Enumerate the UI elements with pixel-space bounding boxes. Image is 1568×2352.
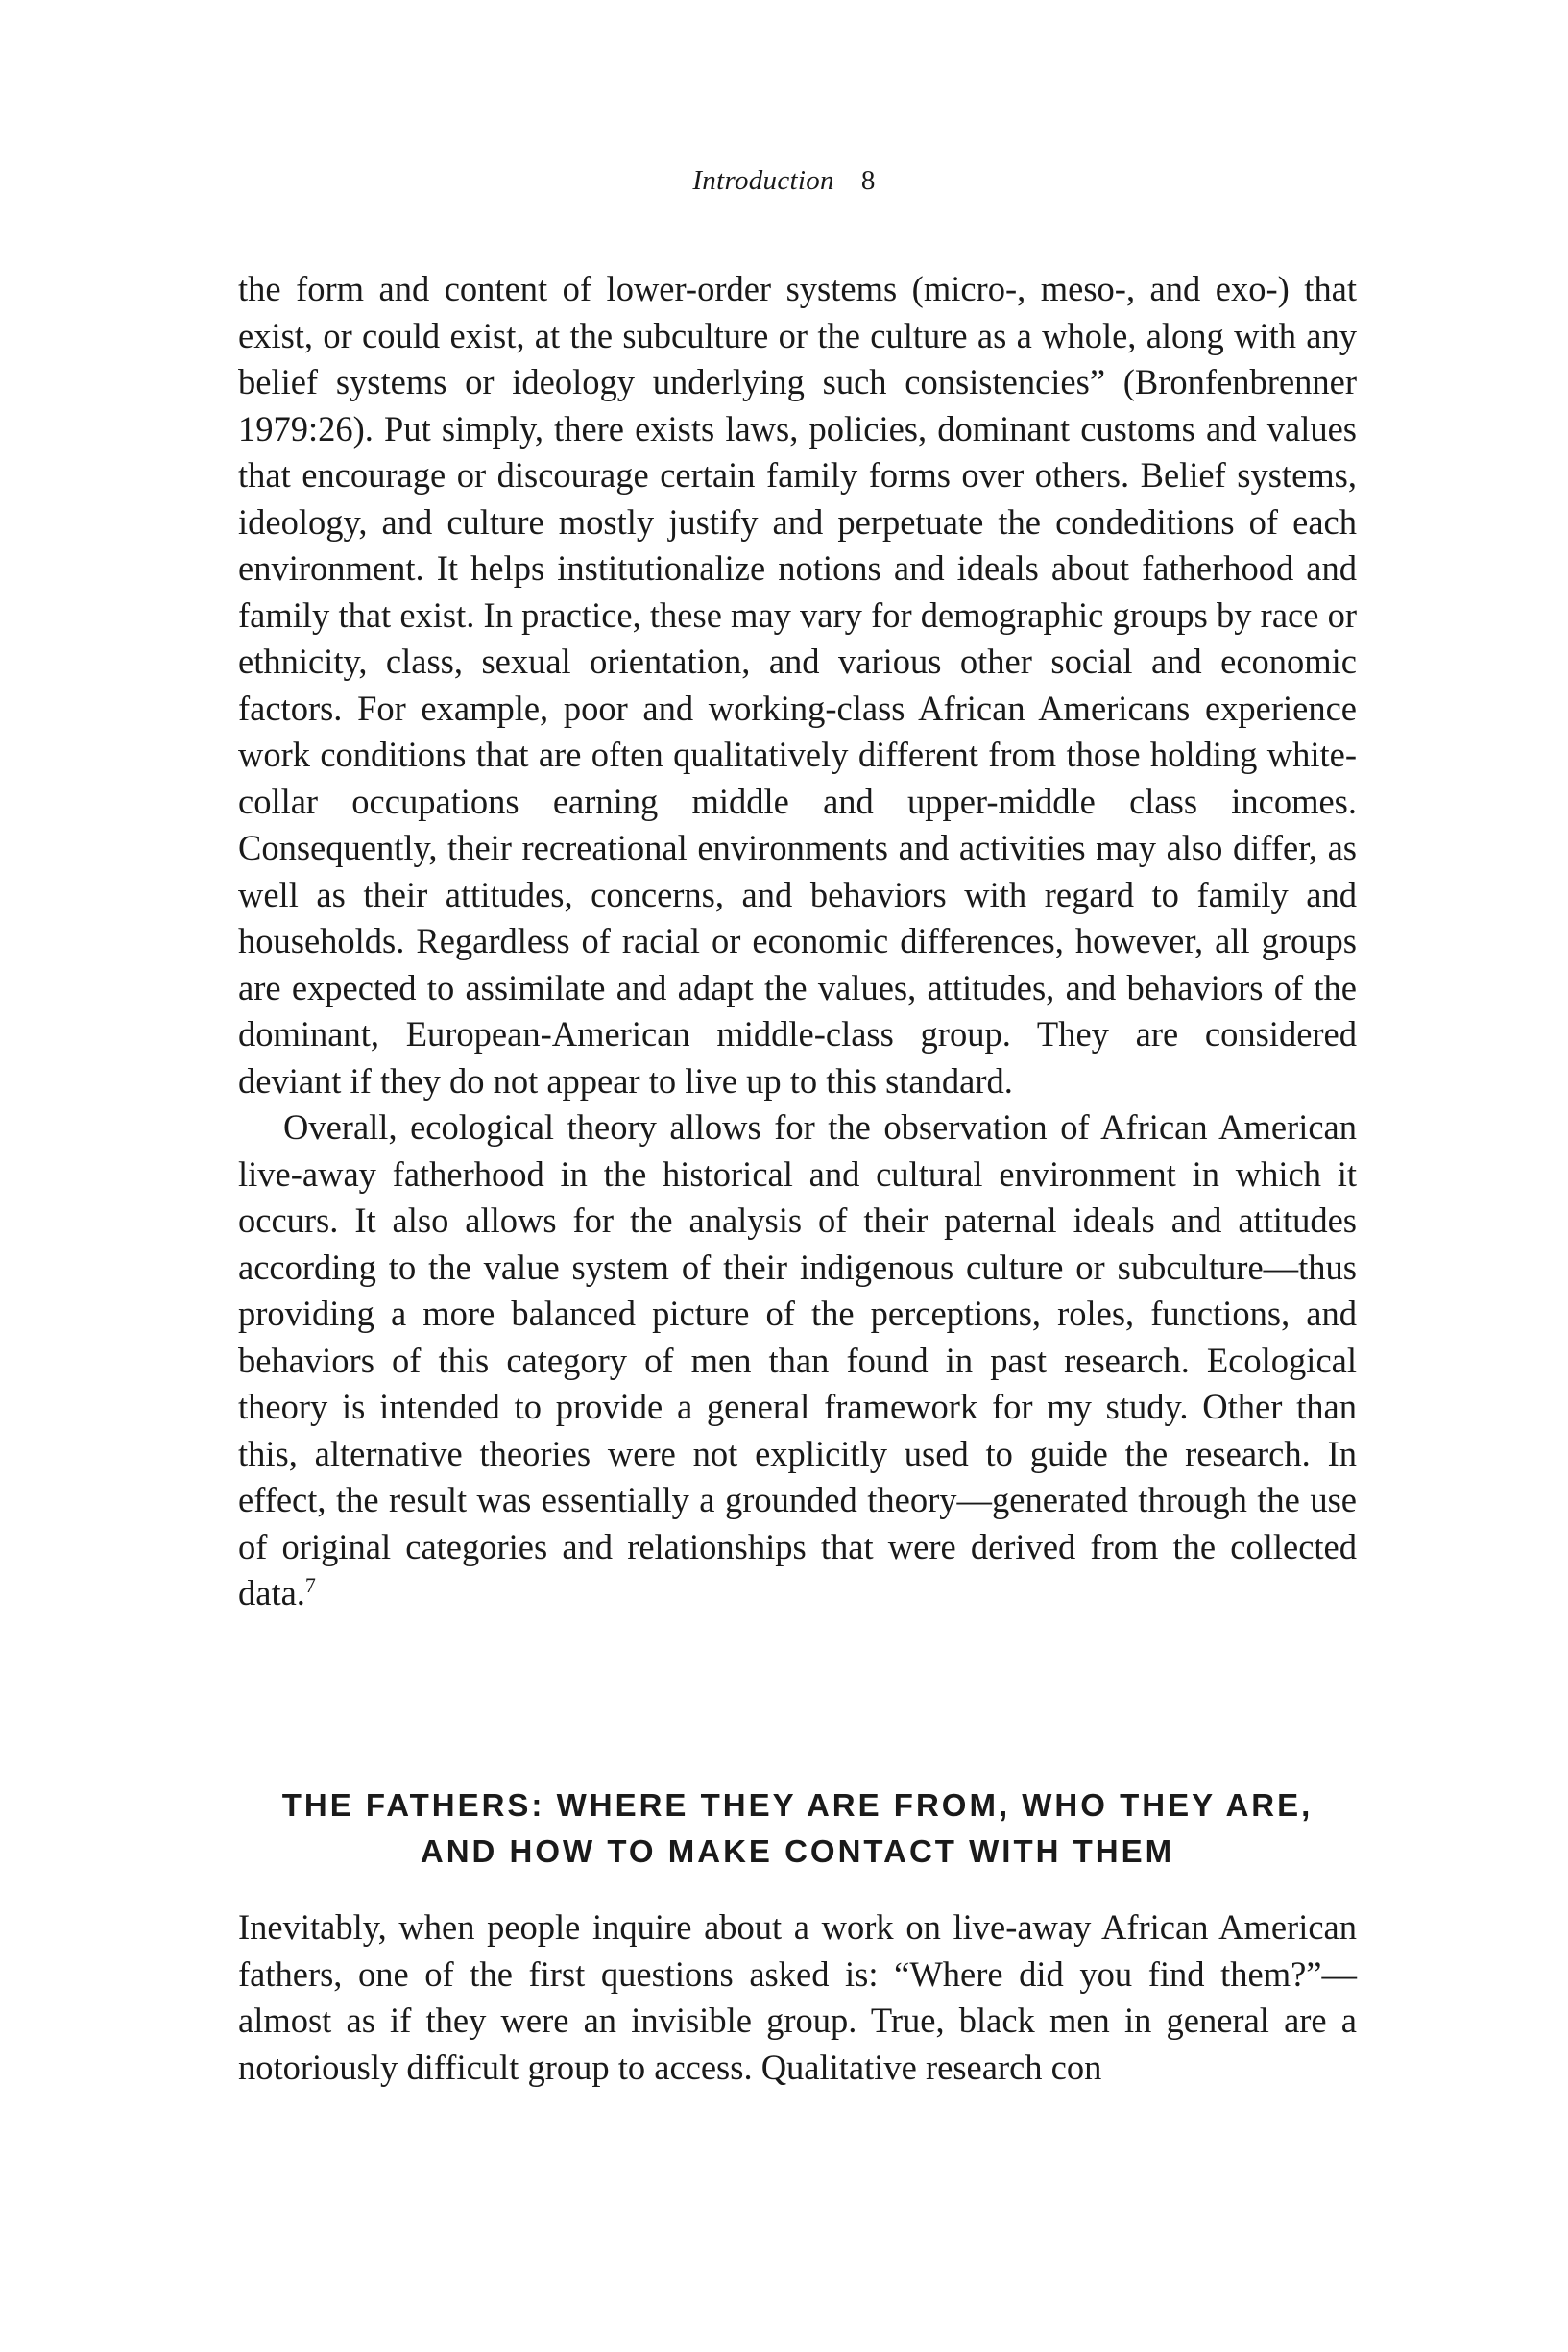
section-heading-line-2: AND HOW TO MAKE CONTACT WITH THEM xyxy=(420,1833,1175,1870)
paragraph-ecological-theory-text: Overall, ecological theory allows for the observation of African American live-away fatherhood in the historical and cultural environment in which it occurs. It also allows for the analysis of their paternal ideals and attitudes according to the value system of their indigenous culture or subculture—thus providing a more balanced picture of the perceptions, roles, functions, and behaviors of this category of men than found in past research. Ecological theory is intended to provide a general framework for my study. Other than this, alternative theories were not explicitly used to guide the research. In effect, the result was essentially a grounded theory—generated through the use of original categories and relationships that were derived from the collected data. xyxy=(238,1107,1357,1612)
paragraph-continued: the form and content of lower-order systems (micro-, meso-, and exo-) that exist, or could exist, at the subculture or the culture as a whole, along with any belief systems or ideology underlying such consistencies” (Bronfenbrenner 1979:26). Put simply, there exists laws, policies, dominant customs and values that encourage or discourage certain family forms over others. Belief systems, ideology, and culture mostly justify and perpetuate the condeditions of each environment. It helps institutionalize notions and ideals about fatherhood and family that exist. In practice, these may vary for demographic groups by race or ethnicity, class, sexual orientation, and various other social and economic factors. For example, poor and working-class African Americans experience work conditions that are often qualitatively different from those holding white-collar occupations earning middle and upper-middle class incomes. Consequently, their recreational environments and activities may also differ, as well as their attitudes, concerns, and behaviors with regard to family and households. Regardless of racial or economic differences, however, all groups are expected to assimilate and adapt the values, attitudes, and behaviors of the dominant, European-American middle-class group. They are considered deviant if they do not appear to live up to this standard. xyxy=(238,269,1357,1101)
paragraph-where-found: Inevitably, when people inquire about a work on live-away African American fathers, one of the first questions asked is: “Where did you find them?”—almost as if they were an invisible group. True, black men in general are a notoriously difficult group to access. Qualitative research con xyxy=(238,1907,1357,2087)
body-text-upper xyxy=(238,266,1357,1617)
running-head-title: Introduction xyxy=(692,165,834,196)
paragraph-ecological-theory xyxy=(238,1104,1357,1617)
section-heading-line-1: THE FATHERS: WHERE THEY ARE FROM, WHO THEY ARE, xyxy=(281,1787,1314,1824)
body-text-lower xyxy=(238,1904,1357,2091)
footnote-marker[interactable]: 7 xyxy=(304,1572,316,1597)
section-heading xyxy=(238,1782,1357,1875)
running-head xyxy=(0,161,1568,200)
page-number: 8 xyxy=(860,165,876,196)
